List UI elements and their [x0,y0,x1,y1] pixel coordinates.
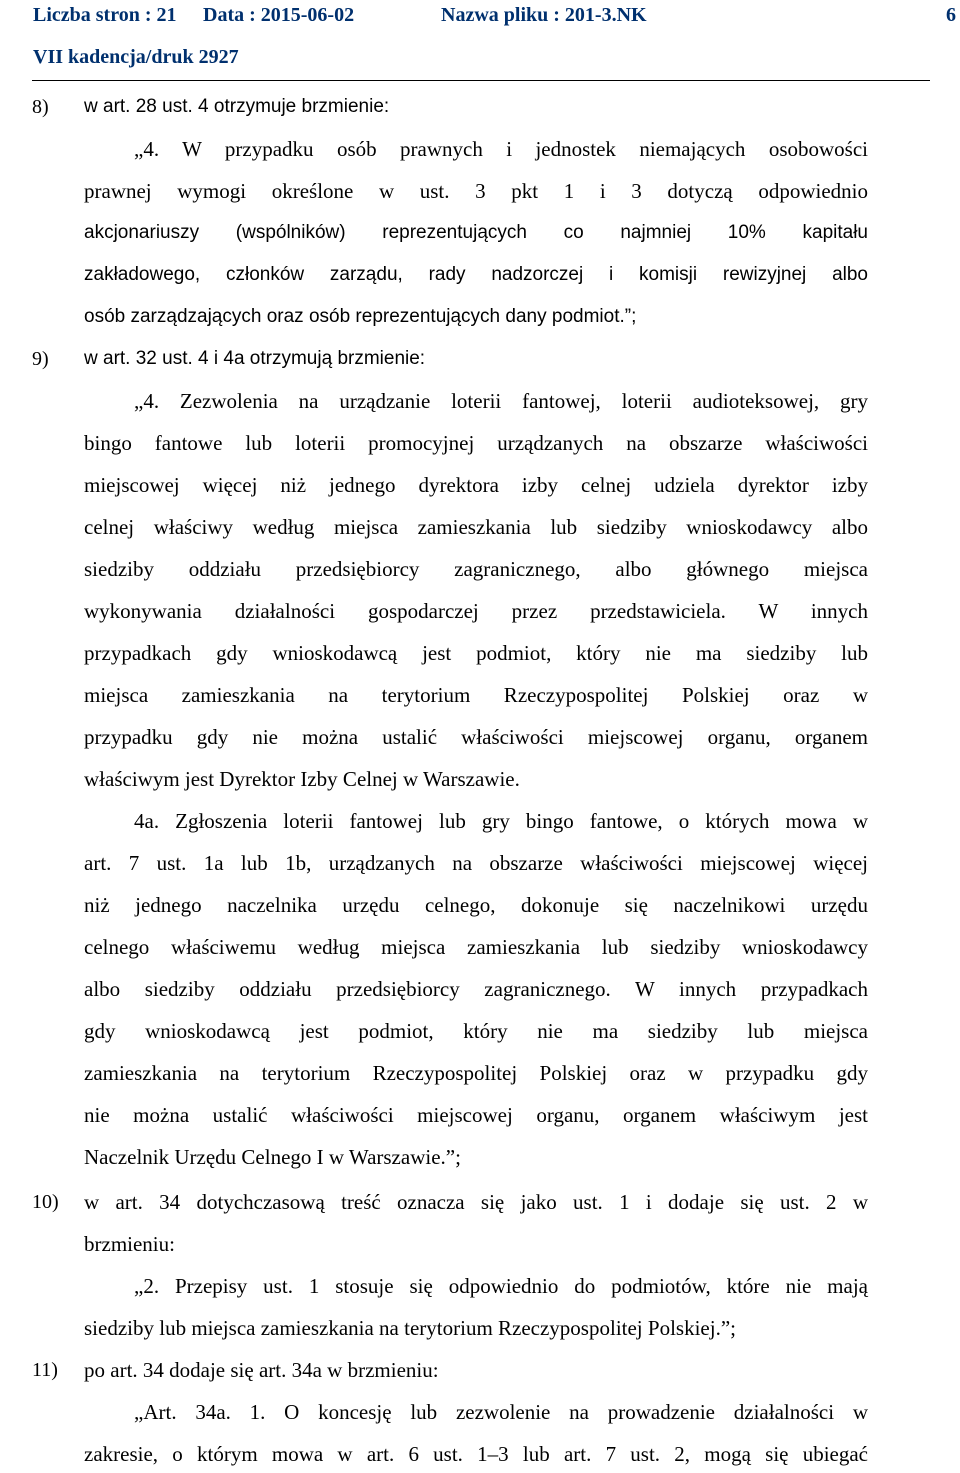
item-9-line: przypadkach gdy wnioskodawcą jest podmiot, który nie ma siedziby lub [84,641,868,665]
item-9-line: 4a. Zgłoszenia loterii fantowej lub gry bingo fantowe, o których mowa w [134,809,868,833]
item-9-line: właściwym jest Dyrektor Izby Celnej w Warszawie. [84,767,520,791]
item-8-line: zakładowego, członków zarządu, rady nadzorczej i komisji rewizyjnej albo [84,264,868,285]
header-term: VII kadencja/druk 2927 [33,46,239,68]
item-11-line: „Art. 34a. 1. O koncesję lub zezwolenie na prowadzenie działalności w [134,1400,868,1424]
header-date: Data : 2015-06-02 [203,4,355,26]
item-9-line: albo siedziby oddziału przedsiębiorcy zagranicznego. W innych przypadkach [84,977,868,1001]
item-9-line: gdy wnioskodawcą jest podmiot, który nie ma siedziby lub miejsca [84,1019,868,1043]
item-10-line: siedziby lub miejsca zamieszkania na terytorium Rzeczypospolitej Polskiej.”; [84,1316,736,1340]
item-number-8: 8) [32,96,49,118]
item-9-line: miejscowej więcej niż jednego dyrektora izby celnej udziela dyrektor izby [84,473,868,497]
header-page-count: Liczba stron : 21 [33,4,177,26]
item-9-line: zamieszkania na terytorium Rzeczypospolitej Polskiej oraz w przypadku gdy [84,1061,868,1085]
item-9-line: „4. Zezwolenia na urządzanie loterii fantowej, loterii audioteksowej, gry [134,389,868,413]
item-9-line: miejsca zamieszkania na terytorium Rzeczypospolitej Polskiej oraz w [84,683,868,707]
item-11-line: zakresie, o którym mowa w art. 6 ust. 1–3 lub art. 7 ust. 2, mogą się ubiegać [84,1442,868,1466]
item-9-line: bingo fantowe lub loterii promocyjnej urządzanych na obszarze właściwości [84,431,868,455]
item-9-line: nie można ustalić właściwości miejscowej organu, organem właściwym jest [84,1103,868,1127]
header-filename: Nazwa pliku : 201-3.NK [441,4,647,26]
item-number-10: 10) [32,1191,59,1213]
item-9-line: Naczelnik Urzędu Celnego I w Warszawie.”; [84,1145,461,1169]
item-10-line: brzmieniu: [84,1232,175,1256]
item-9-line: art. 7 ust. 1a lub 1b, urządzanych na obszarze właściwości miejscowej więcej [84,851,868,875]
item-9-line: wykonywania działalności gospodarczej przez przedstawiciela. W innych [84,599,868,623]
item-8-line: akcjonariuszy (wspólników) reprezentujących co najmniej 10% kapitału [84,222,868,243]
item-9-line: celnego właściwemu według miejsca zamieszkania lub siedziby wnioskodawcy [84,935,868,959]
header-page-number: 6 [946,4,956,26]
item-9-line: siedziby oddziału przedsiębiorcy zagranicznego, albo głównego miejsca [84,557,868,581]
item-number-11: 11) [32,1359,58,1381]
item-9-line: przypadku gdy nie można ustalić właściwości miejscowej organu, organem [84,725,868,749]
item-8-line: „4. W przypadku osób prawnych i jednostek niemających osobowości [134,137,868,161]
item-11-line: po art. 34 dodaje się art. 34a w brzmieniu: [84,1358,439,1382]
item-9-line: niż jednego naczelnika urzędu celnego, dokonuje się naczelnikowi urzędu [84,893,868,917]
item-10-line: w art. 34 dotychczasową treść oznacza się jako ust. 1 i dodaje się ust. 2 w [84,1190,868,1214]
item-9-line: celnej właściwy według miejsca zamieszkania lub siedziby wnioskodawcy albo [84,515,868,539]
item-8-intro: w art. 28 ust. 4 otrzymuje brzmienie: [84,96,390,117]
item-number-9: 9) [32,348,49,370]
item-8-line: osób zarządzających oraz osób reprezentujących dany podmiot.”; [84,306,637,327]
item-8-line: prawnej wymogi określone w ust. 3 pkt 1 i 3 dotyczą odpowiednio [84,179,868,203]
item-9-intro: w art. 32 ust. 4 i 4a otrzymują brzmienie: [84,348,426,369]
header-divider [32,80,930,81]
item-10-line: „2. Przepisy ust. 1 stosuje się odpowiednio do podmiotów, które nie mają [134,1274,868,1298]
